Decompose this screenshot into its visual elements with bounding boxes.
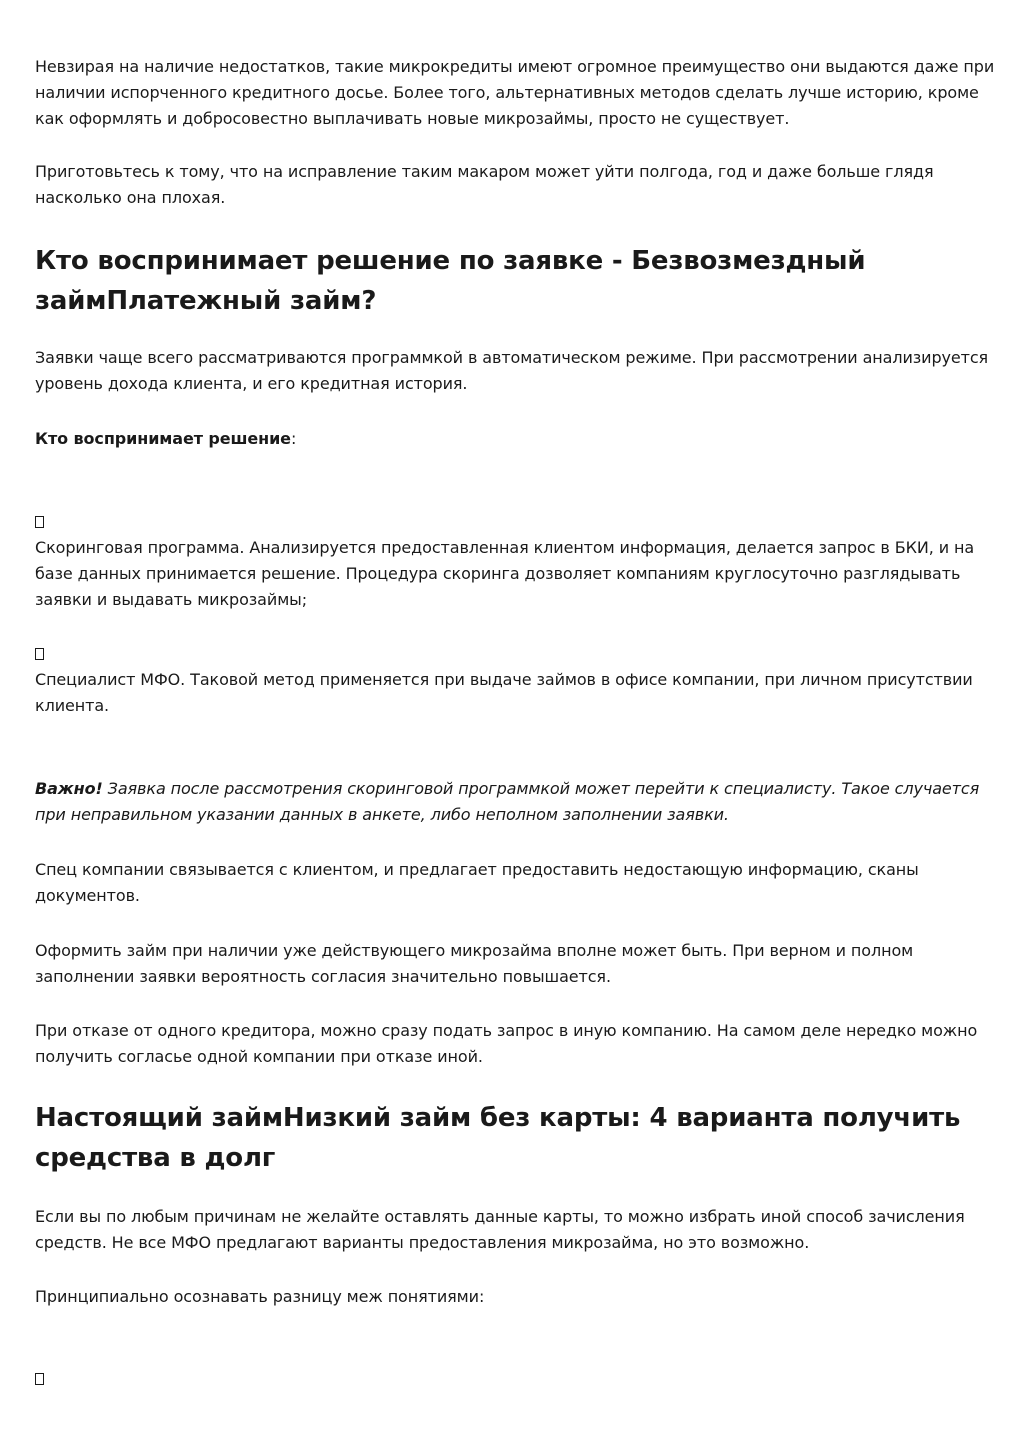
paragraph-refusal: При отказе от одного кредитора, можно сразу подать запрос в иную компанию. На самом деле нередко можно получить согласье одной компании при отказе иной. <box>35 1021 978 1066</box>
paragraph-important-note <box>35 776 995 828</box>
list-item-scoring: Скоринговая программа. Анализируется предоставленная клиентом информация, делается запрос в БКИ, и на базе данных принимается решение. Процедура скоринга дозволяет компаниям круглосуточно разглядывать заявки и выдавать микрозаймы; <box>35 538 975 609</box>
paragraph-intro: Невзирая на наличие недостатков, такие микрокредиты имеют огромное преимущество они выдаются даже при наличии испорченного кредитного досье. Более того, альтернативных методов сделать лучше историю, кроме как оформлять и добросовестно выплачивать новые микрозаймы, просто не существует. <box>35 57 995 128</box>
paragraph-applications: Заявки чаще всего рассматриваются программкой в автоматическом режиме. При рассмотрении анализируется уровень дохода клиента, и его кредитная история. <box>35 348 989 393</box>
paragraph-specialist-contact: Спец компании связывается с клиентом, и предлагает предоставить недостающую информацию, сканы документов. <box>35 860 919 905</box>
paragraph-difference: Принципиально осознавать разницу меж понятиями: <box>35 1287 485 1306</box>
paragraph-timeframe: Приготовьтесь к тому, что на исправление таким макаром может уйти полгода, год и даже больше глядя насколько она плохая. <box>35 162 934 207</box>
missing-glyph-box-icon <box>35 1373 44 1385</box>
heading-loan-without-card: Настоящий займНизкий займ без карты: 4 варианта получить средства в долг <box>35 1103 961 1173</box>
paragraph-card-data: Если вы по любым причинам не желайте оставлять данные карты, то можно избрать иной способ зачисления средств. Не все МФО предлагают варианты предоставления микрозайма, но это возможно. <box>35 1207 965 1252</box>
heading-who-decides: Кто воспринимает решение по заявке - Безвозмездный займПлатежный займ? <box>35 246 866 316</box>
missing-glyph-box-icon <box>35 648 44 660</box>
paragraph-existing-loan: Оформить займ при наличии уже действующего микрозайма вполне может быть. При верном и полном заполнении заявки вероятность согласия значительно повышается. <box>35 941 914 986</box>
list-item-specialist: Специалист МФО. Таковой метод применяется при выдаче займов в офисе компании, при личном присутствии клиента. <box>35 670 973 715</box>
paragraph-who-decides-label <box>35 426 995 452</box>
note-bold-label: Важно! <box>35 779 103 798</box>
label-bold: Кто воспринимает решение <box>35 429 291 448</box>
note-italic-text: Заявка после рассмотрения скоринговой программкой может перейти к специалисту. Такое случается при неправильном указании данных в анкете, либо неполном заполнении заявки. <box>35 779 980 824</box>
missing-glyph-box-icon <box>35 516 44 528</box>
label-colon: : <box>290 429 297 448</box>
